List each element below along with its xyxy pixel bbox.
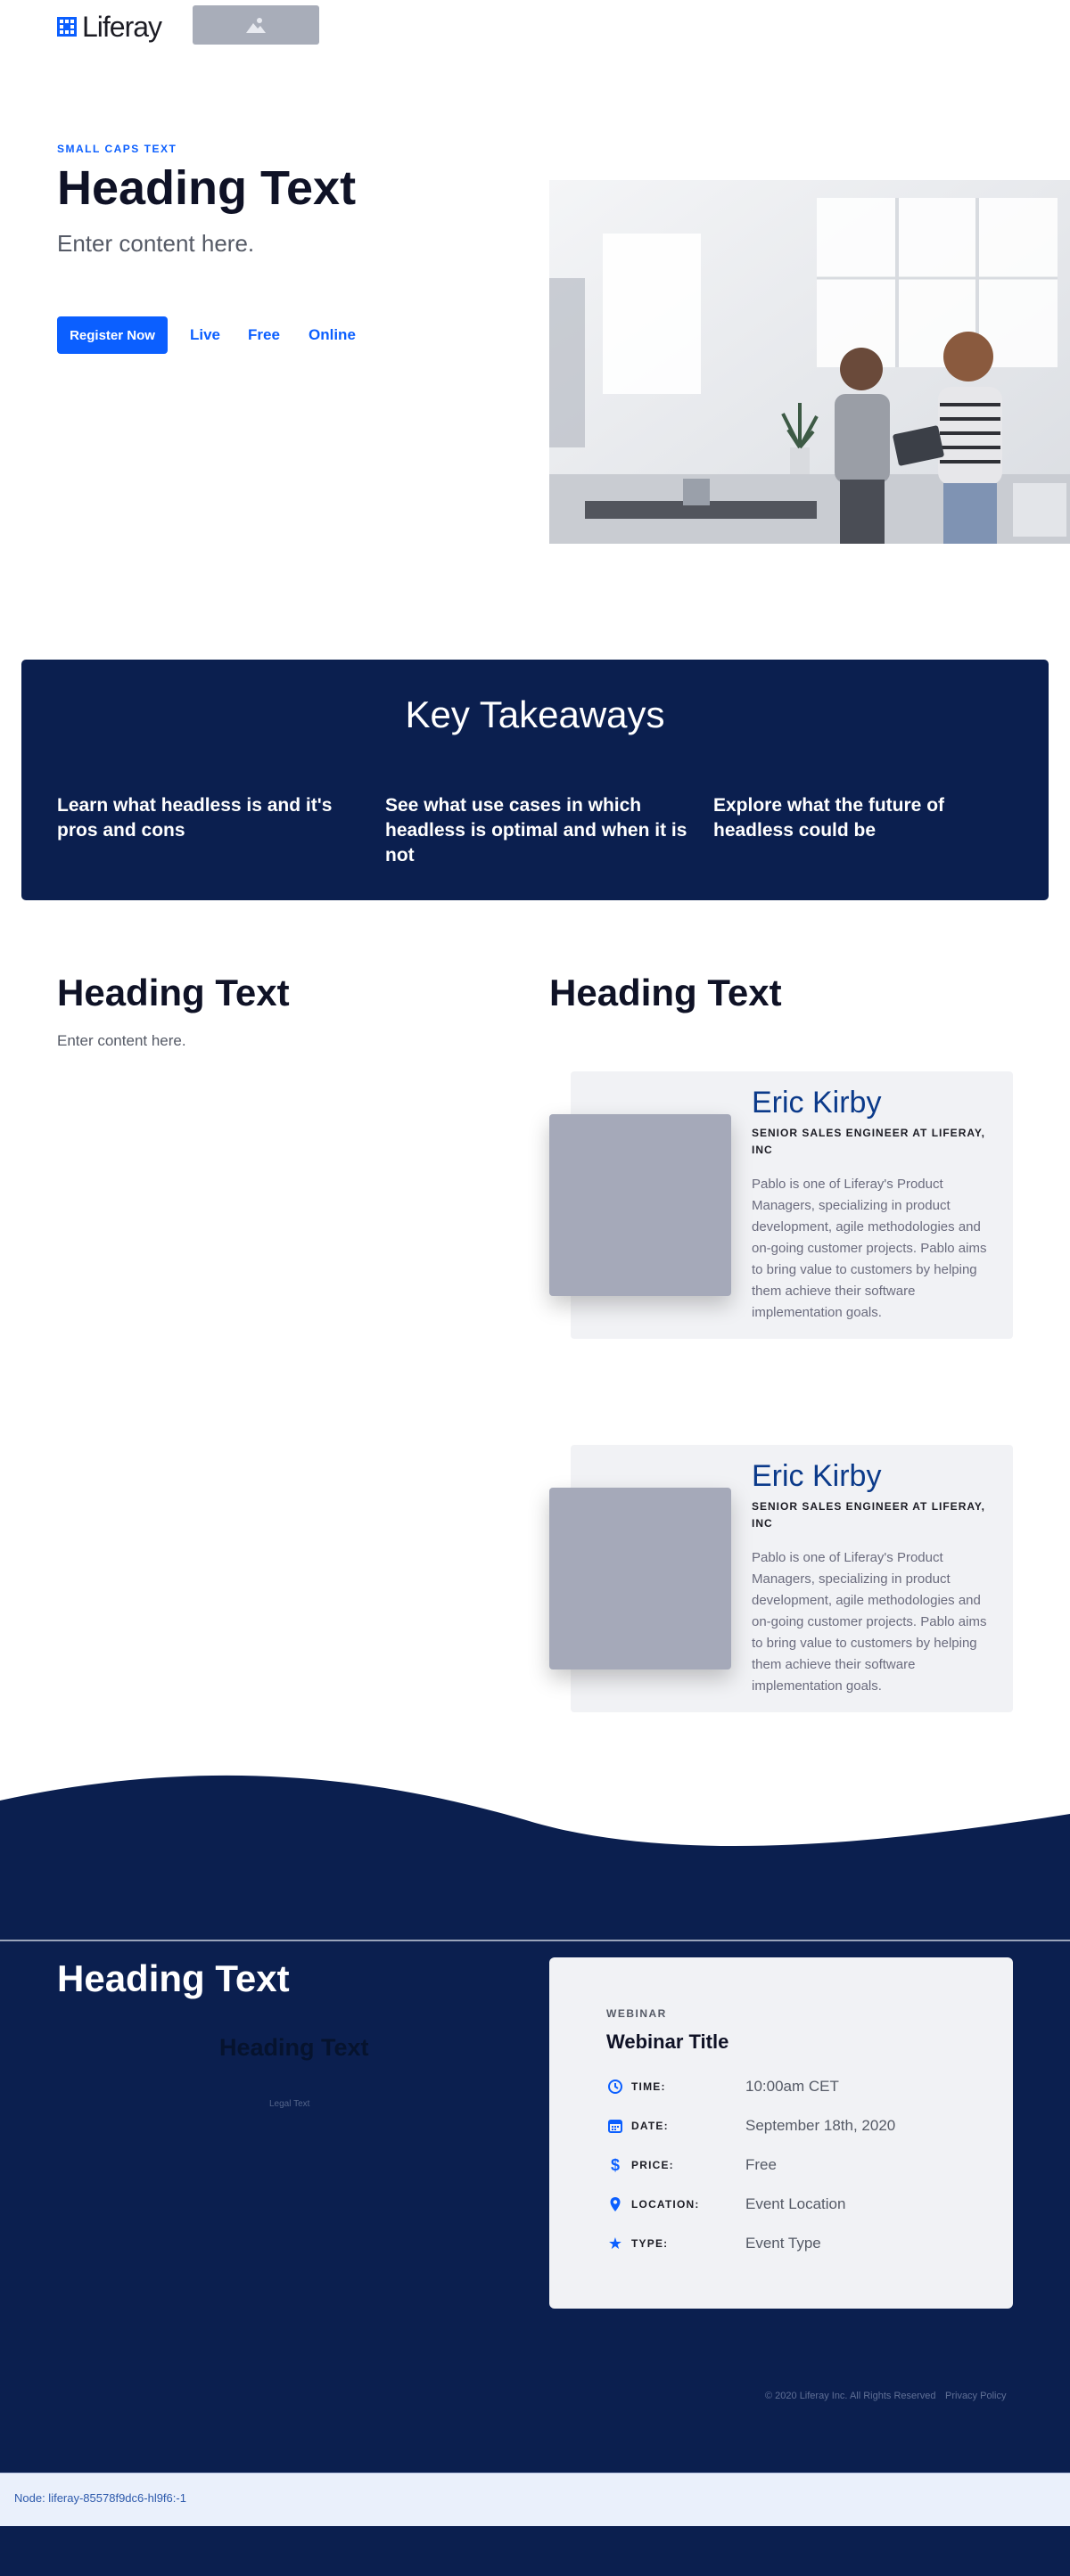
- logo-text: Liferay: [82, 11, 162, 43]
- date-value: September 18th, 2020: [745, 2117, 896, 2134]
- hero-photo-illustration: [549, 180, 1070, 544]
- free-link[interactable]: Free: [248, 326, 280, 343]
- speaker-avatar: [549, 1114, 731, 1296]
- live-link[interactable]: Live: [190, 326, 221, 343]
- star-icon: ★: [607, 2234, 623, 2252]
- type-label: TYPE:: [631, 2237, 669, 2250]
- takeaway-item: Learn what headless is and it's pros and cons: [57, 795, 333, 841]
- copyright-text: © 2020 Liferay Inc. All Rights Reserved: [765, 2391, 936, 2401]
- webinar-title: Webinar Title: [606, 2030, 729, 2053]
- webinar-type-row: [606, 2232, 981, 2255]
- speaker-title: SENIOR SALES ENGINEER AT LIFERAY, INC: [752, 1127, 985, 1156]
- legal-text: Legal Text: [269, 2099, 310, 2109]
- speaker-name: Eric Kirby: [752, 1459, 882, 1493]
- dollar-icon: $: [610, 2155, 620, 2174]
- hero-small-caps: SMALL CAPS TEXT: [57, 143, 177, 155]
- key-takeaways-title: Key Takeaways: [405, 693, 665, 735]
- left-section-heading: Heading Text: [57, 972, 290, 1013]
- speaker-bio: Pablo is one of Liferay's Product Managers, specializing in product development, agile methodologies and on-going customer projects. Pablo aims to bring value to customers by helping them achieve their software implementation goals.: [752, 1550, 987, 1694]
- price-label: PRICE:: [631, 2159, 674, 2171]
- webinar-time-row: [606, 2075, 981, 2098]
- liferay-logo[interactable]: [57, 12, 161, 41]
- footer-heading: Heading Text: [57, 1957, 290, 1999]
- image-placeholder[interactable]: [193, 5, 319, 45]
- webinar-date-row: [606, 2114, 981, 2137]
- takeaway-item: Explore what the future of headless could be: [713, 795, 945, 841]
- webinar-location-row: [606, 2193, 981, 2216]
- speaker-avatar: [549, 1488, 731, 1669]
- hero-photo: [549, 180, 1070, 544]
- liferay-logo-icon: [57, 17, 77, 37]
- location-pin-icon: [606, 2195, 624, 2213]
- clock-icon: [606, 2078, 624, 2096]
- time-value: 10:00am CET: [745, 2078, 839, 2095]
- time-label: TIME:: [631, 2080, 666, 2093]
- type-value: Event Type: [745, 2235, 821, 2252]
- webinar-label: WEBINAR: [606, 2007, 667, 2020]
- location-value: Event Location: [745, 2195, 846, 2212]
- hero-heading: Heading Text: [57, 161, 357, 215]
- node-info-bar: [0, 2473, 1070, 2526]
- takeaway-item: See what use cases in which headless is optimal and when it is not: [385, 795, 687, 866]
- calendar-icon: [606, 2117, 624, 2135]
- left-section-content: Enter content here.: [57, 1032, 186, 1049]
- online-link[interactable]: Online: [309, 326, 356, 343]
- right-section-heading: Heading Text: [549, 972, 782, 1013]
- node-info-text: Node: liferay-85578f9dc6-hl9f6:-1: [14, 2491, 186, 2505]
- location-label: LOCATION:: [631, 2198, 700, 2211]
- date-label: DATE:: [631, 2120, 669, 2132]
- key-takeaways-panel: [21, 660, 1049, 900]
- webinar-price-row: [606, 2154, 981, 2177]
- hero-content: Enter content here.: [57, 230, 255, 257]
- speaker-bio: Pablo is one of Liferay's Product Managers, specializing in product development, agile methodologies and on-going customer projects. Pablo aims to bring value to customers by helping them achieve their software implementation goals.: [752, 1177, 987, 1320]
- privacy-policy-link[interactable]: Privacy Policy: [945, 2391, 1007, 2401]
- speaker-title: SENIOR SALES ENGINEER AT LIFERAY, INC: [752, 1500, 985, 1530]
- register-now-button[interactable]: Register Now: [57, 316, 168, 354]
- speaker-name: Eric Kirby: [752, 1086, 882, 1120]
- price-value: Free: [745, 2156, 777, 2173]
- webinar-card: [549, 1957, 1013, 2309]
- image-icon: [244, 15, 268, 35]
- footer-secondary-heading: Heading Text: [219, 2034, 369, 2061]
